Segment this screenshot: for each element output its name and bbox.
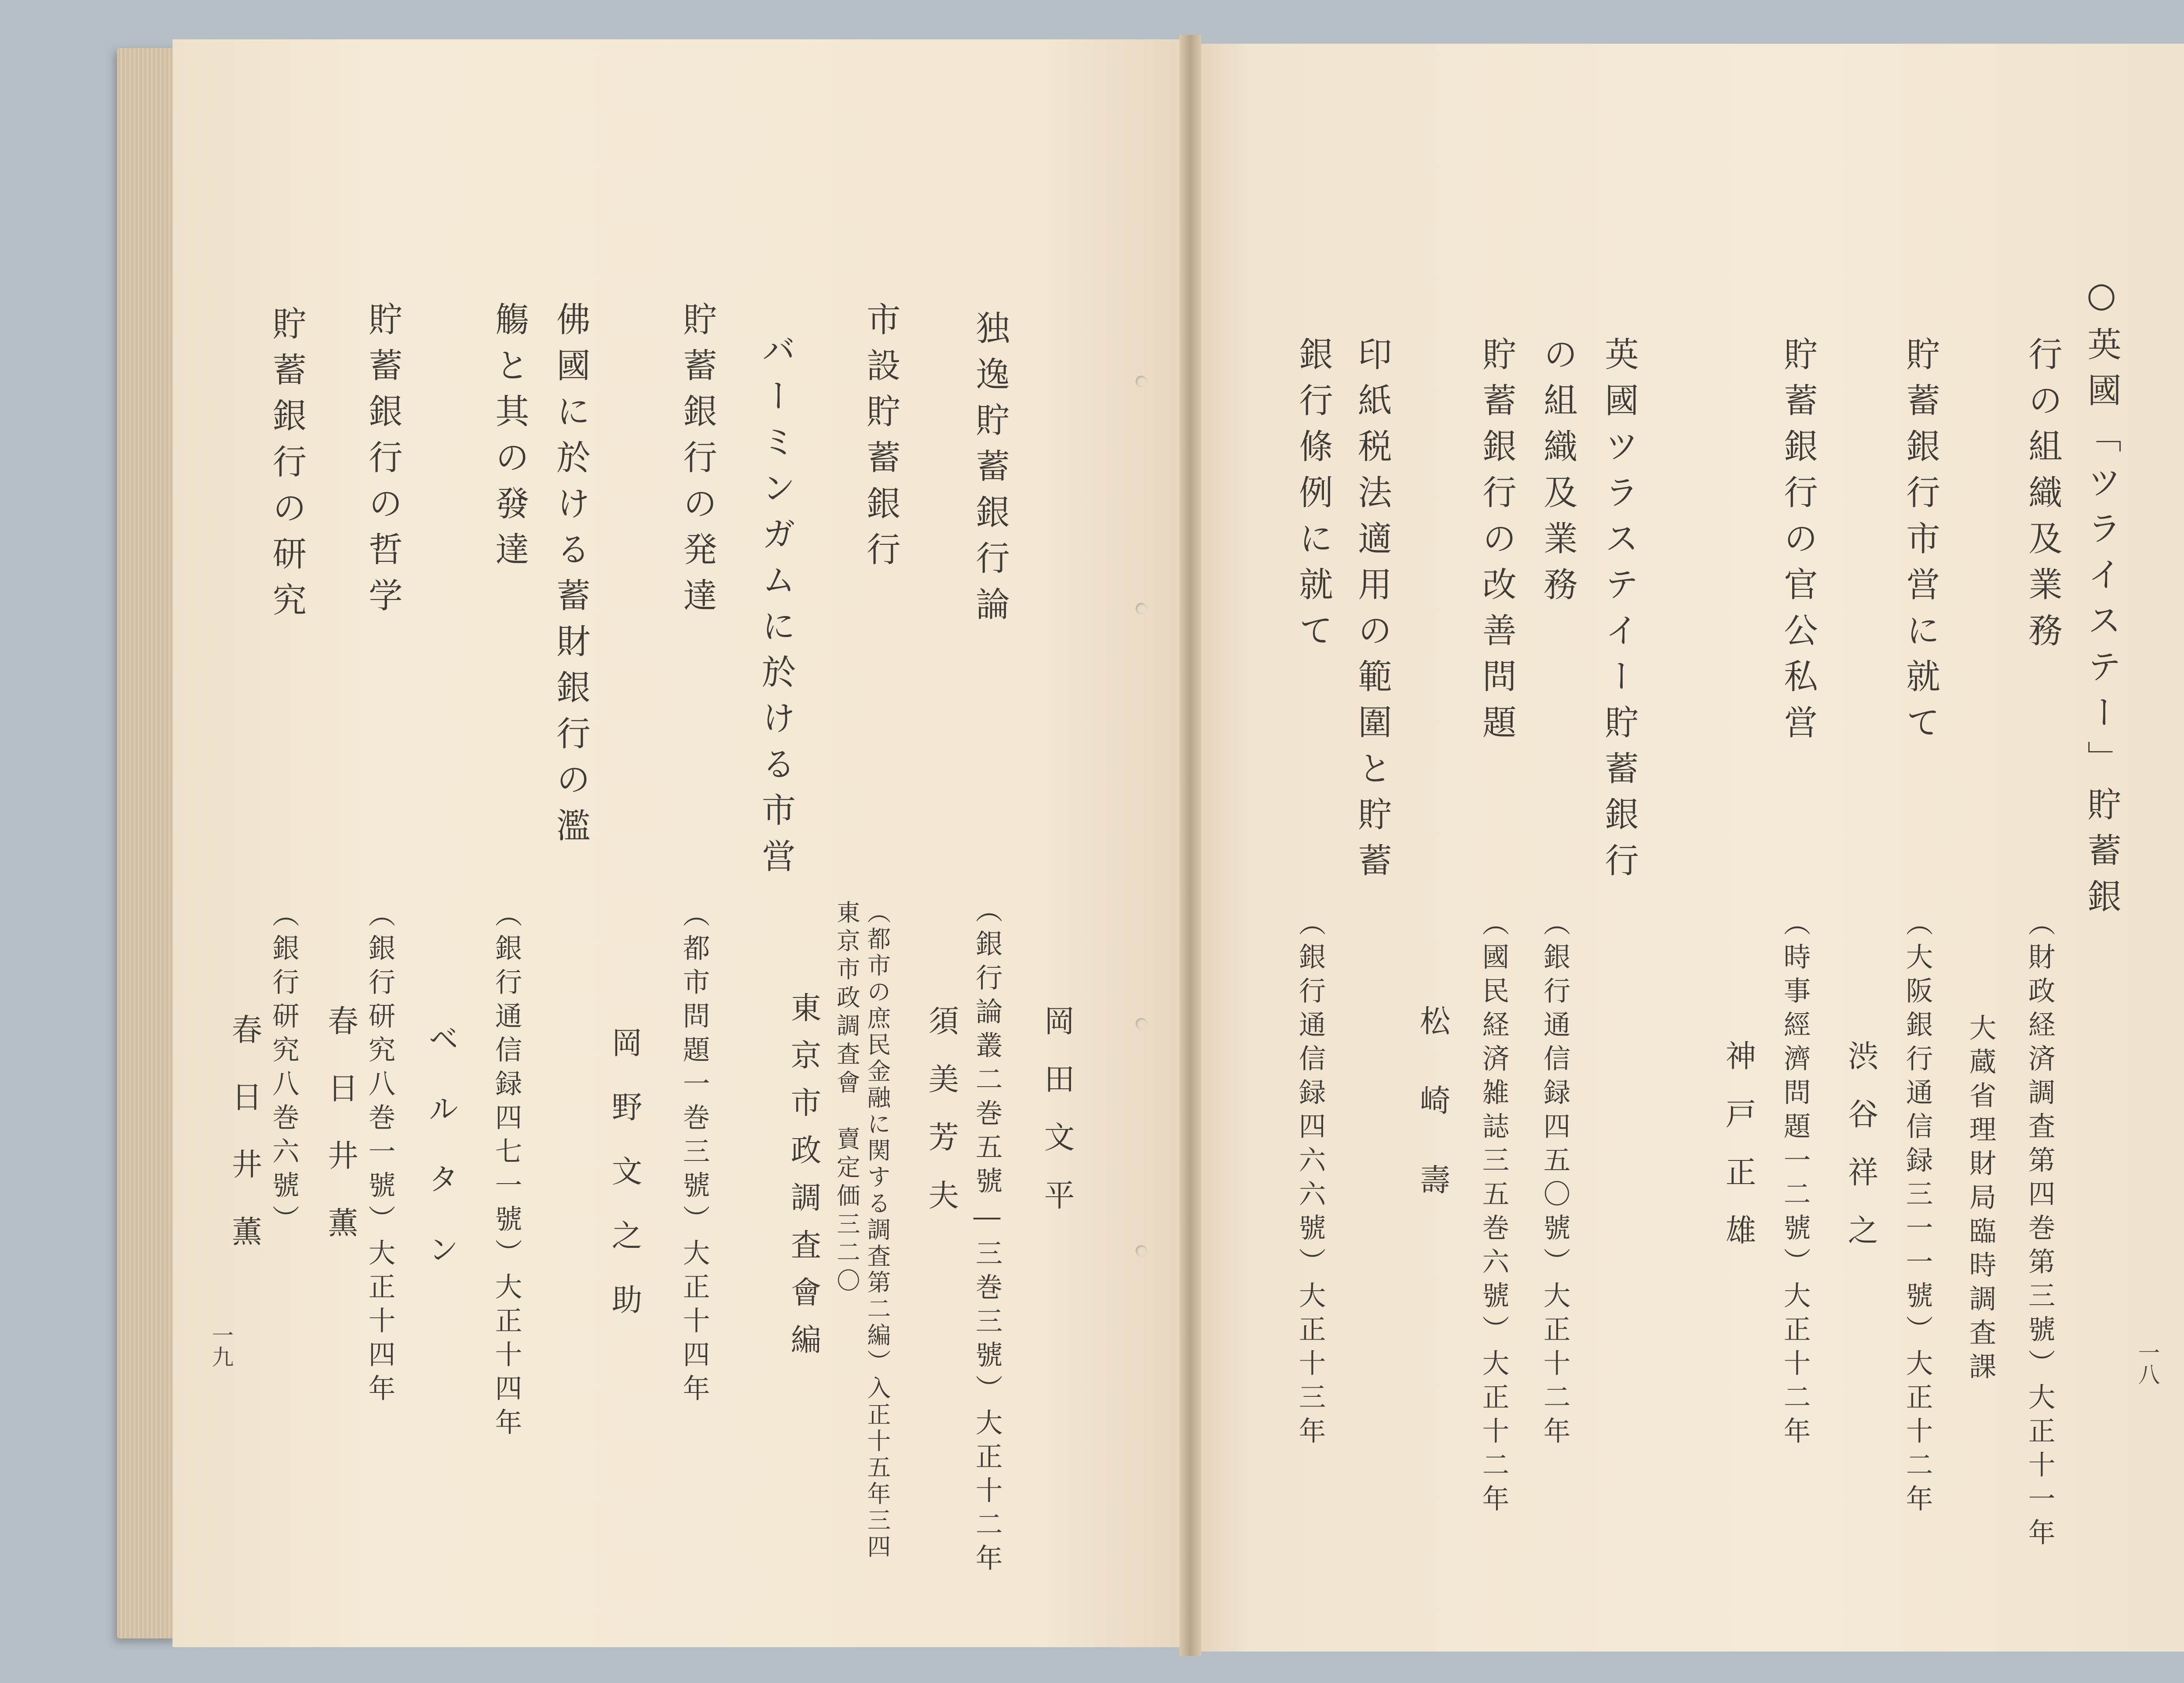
entry-title: 貯蓄銀行の哲学 <box>363 301 402 624</box>
page-number: 一九 <box>208 1324 234 1368</box>
entry-source: （大阪銀行通信録三一一號）大正十二年 <box>1901 909 1933 1518</box>
entry-author: ベルタン <box>423 1022 459 1304</box>
entry-source: （都市問題一巻三號）大正十四年 <box>678 900 710 1408</box>
entry-title: バーミンガムに於ける市営 <box>756 332 795 884</box>
entry-title: 行の組織及業務 <box>2023 336 2062 659</box>
entry-source: （銀行通信録四六六號）大正十三年 <box>1294 909 1326 1451</box>
entry-title: 市設貯蓄銀行 <box>861 301 900 578</box>
entry-title: 銀行條例に就て <box>1293 336 1333 659</box>
entry-title: 貯蓄銀行の発達 <box>677 301 717 624</box>
entry-title: 印紙税法適用の範圍と貯蓄 <box>1352 336 1392 889</box>
entry-title: 貯蓄銀行市営に就て <box>1901 336 1940 751</box>
binding-hole <box>1136 603 1147 614</box>
entry-source: （財政経済調査第四巻第三號）大正十一年 <box>2024 909 2056 1552</box>
entry-author: 東京市政調査會編 <box>786 992 822 1371</box>
entry-author: 渋谷祥之 <box>1843 1040 1879 1272</box>
entry-source: （國民経済雑誌三五巻六號）大正十二年 <box>1478 909 1510 1518</box>
binding-hole <box>1136 1018 1147 1029</box>
entry-title: の組織及業務 <box>1538 336 1577 613</box>
entry-source: （銀行通信録四五〇號）大正十二年 <box>1539 909 1571 1451</box>
entry-title: 独逸貯蓄銀行論 <box>970 310 1009 633</box>
entry-title: 貯蓄銀行の研究 <box>267 306 306 628</box>
entry-source: （銀行通信録四七一號）大正十四年 <box>491 900 522 1442</box>
entry-author: 春日井薫 <box>227 1014 263 1283</box>
entry-title: 佛國に於ける蓄財銀行の濫 <box>551 301 590 854</box>
entry-title: 貯蓄銀行の官公私営 <box>1778 336 1818 751</box>
entry-author: 松崎壽 <box>1415 1005 1451 1243</box>
binding-hole <box>1136 376 1147 387</box>
book-gutter <box>1179 35 1201 1656</box>
page-number: 一八 <box>2135 1341 2160 1385</box>
entry-author: 岡田文平 <box>1039 1005 1075 1237</box>
entry-title: 觴と其の發達 <box>490 301 529 578</box>
entry-source-2: 東京市政調査會 賣定価三二〇 <box>833 900 860 1297</box>
entry-author: 須美芳夫 <box>923 1005 959 1237</box>
entry-title: 貯蓄銀行の改善問題 <box>1477 336 1516 751</box>
entry-source: （銀行研究八巻一號）大正十四年 <box>364 900 396 1408</box>
entry-source: （銀行研究八巻六號） <box>268 900 300 1239</box>
entry-author: 大蔵省理財局臨時調査課 <box>1965 1014 1997 1386</box>
entry-author: 神戸正雄 <box>1721 1040 1756 1272</box>
left-page-edges <box>117 48 178 1638</box>
entry-title: ○英國「ツライステー」貯蓄銀 <box>2082 275 2121 925</box>
entry-source: （都市の庶民金融に関する調査第二編）入正十五年三四 <box>864 900 891 1561</box>
binding-hole <box>1136 1245 1147 1257</box>
entry-author: 春日井薫 <box>323 1005 359 1274</box>
entry-source: （銀行論叢二巻五號―三巻三號）大正十二年 <box>971 896 1003 1578</box>
entry-title: 英國ツラステイー貯蓄銀行 <box>1599 336 1638 889</box>
entry-source: （時事經濟問題一二號）大正十二年 <box>1779 909 1811 1451</box>
entry-author: 岡野文之助 <box>607 1027 643 1348</box>
